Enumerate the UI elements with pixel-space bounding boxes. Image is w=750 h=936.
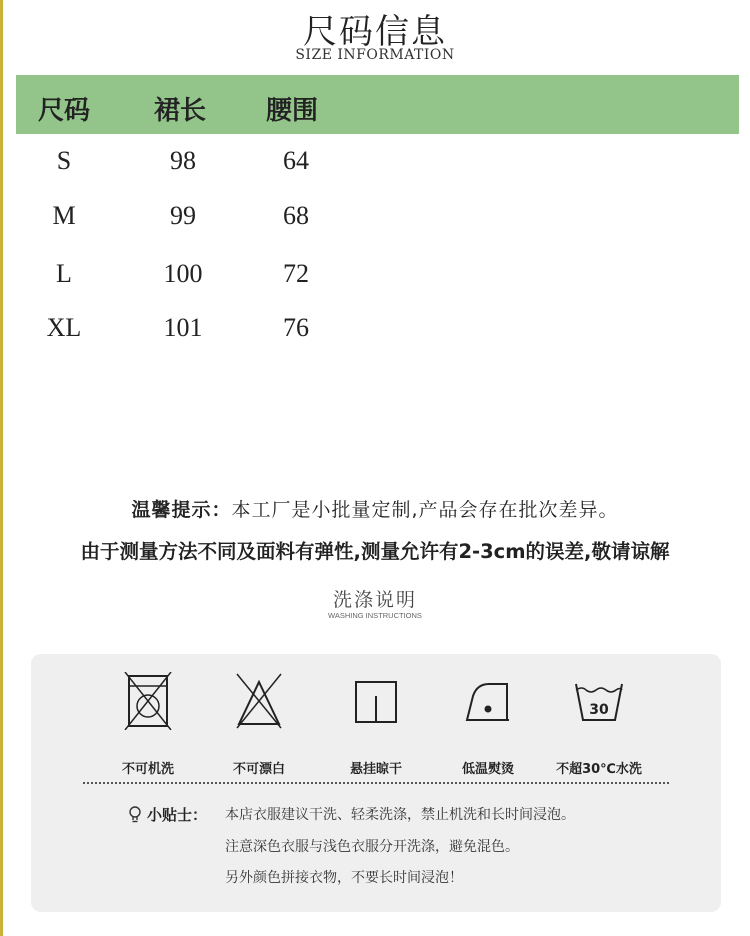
notice-label: 温馨提示： bbox=[131, 499, 232, 521]
size-cell: S bbox=[56, 146, 72, 175]
hang-dry-icon bbox=[351, 672, 401, 730]
washing-panel bbox=[31, 654, 721, 912]
length-cell: 100 bbox=[163, 259, 203, 288]
low-iron-icon bbox=[463, 672, 513, 730]
wash-label: 悬挂晾干 bbox=[349, 762, 402, 777]
tip-line: 另外颜色拼接衣物，不要长时间浸泡！ bbox=[225, 870, 463, 886]
waist-cell: 64 bbox=[283, 146, 309, 175]
left-edge-rule bbox=[0, 0, 3, 936]
notice-line-2: 由于测量方法不同及面料有弹性,测量允许有2-3cm的误差,敬请谅解 bbox=[80, 540, 670, 563]
tip-line: 注意深色衣服与浅色衣服分开洗涤，避免混色。 bbox=[225, 839, 519, 855]
wash-label: 不可漂白 bbox=[232, 762, 285, 777]
page-subtitle: SIZE INFORMATION bbox=[295, 47, 455, 63]
size-cell: L bbox=[56, 259, 72, 288]
washing-title: 洗涤说明 bbox=[332, 589, 417, 611]
wash-item bbox=[428, 672, 548, 777]
no-bleach-icon bbox=[234, 672, 284, 730]
dotted-divider bbox=[83, 782, 669, 784]
notice-text-1: 本工厂是小批量定制,产品会存在批次差异。 bbox=[231, 499, 619, 521]
page-title: 尺码信息 bbox=[303, 12, 447, 52]
waist-cell: 72 bbox=[283, 259, 309, 288]
table-row bbox=[0, 313, 750, 353]
washing-subtitle: WASHING INSTRUCTIONS bbox=[328, 611, 422, 620]
lightbulb-icon bbox=[127, 806, 143, 828]
size-cell: M bbox=[52, 201, 76, 230]
header-length: 裙长 bbox=[154, 96, 207, 126]
length-cell: 98 bbox=[170, 146, 196, 175]
size-cell: XL bbox=[46, 313, 82, 342]
no-machine-wash-icon bbox=[123, 672, 173, 730]
wash-item bbox=[88, 672, 208, 777]
waist-cell: 68 bbox=[283, 201, 309, 230]
size-table-header bbox=[16, 75, 739, 134]
header-waist: 腰围 bbox=[266, 96, 319, 126]
length-cell: 101 bbox=[163, 313, 203, 342]
tips-label: 小贴士： bbox=[147, 806, 208, 824]
header-size: 尺码 bbox=[38, 96, 91, 126]
wash-temp-text: 30 bbox=[589, 702, 609, 718]
wash-item bbox=[316, 672, 436, 777]
wash-label: 不可机洗 bbox=[121, 762, 174, 777]
wash-label: 低温熨烫 bbox=[461, 762, 514, 777]
wash-label: 不超30℃水洗 bbox=[556, 762, 642, 777]
wash-item bbox=[539, 672, 659, 777]
wash-item bbox=[199, 672, 319, 777]
table-row bbox=[0, 259, 750, 299]
notice-line-1 bbox=[0, 495, 750, 522]
table-row bbox=[0, 201, 750, 241]
table-row bbox=[0, 146, 750, 186]
length-cell: 99 bbox=[170, 201, 196, 230]
waist-cell: 76 bbox=[283, 313, 309, 342]
wash-30-icon bbox=[574, 672, 624, 730]
tip-line: 本店衣服建议干洗、轻柔洗涤，禁止机洗和长时间浸泡。 bbox=[225, 807, 575, 823]
